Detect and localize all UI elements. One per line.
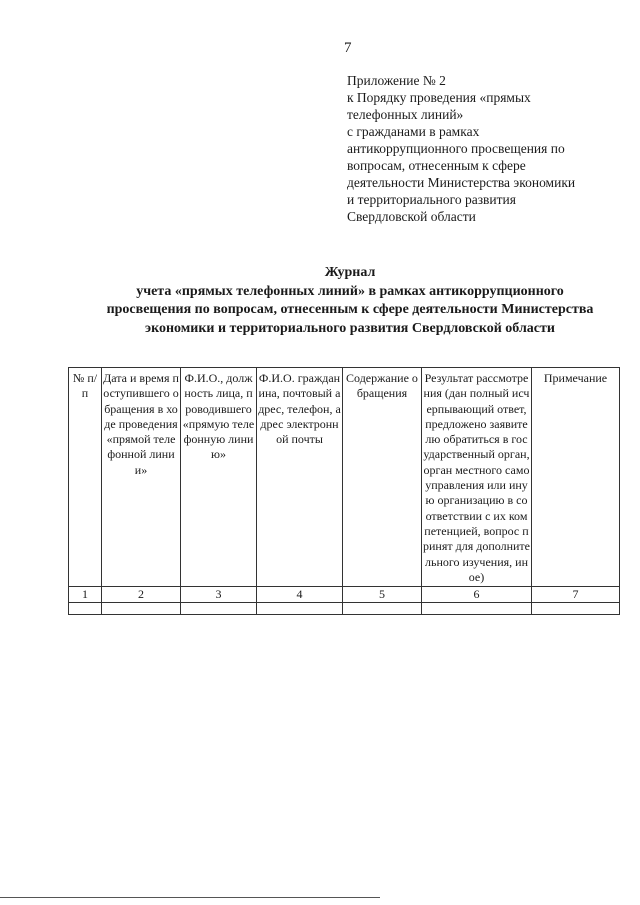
column-number-row [69,587,620,603]
column-number: 2 [102,587,181,603]
header-cell-datetime: Дата и время поступившего обращения в ходе проведения «прямой телефонной линии» [102,368,181,587]
empty-cell [69,603,102,615]
header-cell-note: Примечание [532,368,620,587]
table-row [69,603,620,615]
empty-cell [343,603,422,615]
title-line: учета «прямых телефонных линий» в рамках антикоррупционного [136,283,564,299]
appendix-line: с гражданами в рамках [347,124,480,139]
empty-cell [422,603,532,615]
header-cell-result: Результат рассмотрения (дан полный исчерпывающий ответ, предложено заявителю обратиться в государственный орган, орган местного самоуправления или иную организацию в соответствии с их компетенцией, вопрос принят для дополнительного изучения, иное) [422,368,532,587]
column-number: 5 [343,587,422,603]
column-number: 6 [422,587,532,603]
appendix-block [347,72,627,225]
appendix-line: Приложение № 2 [347,73,446,88]
appendix-line: Свердловской области [347,209,476,224]
appendix-line: вопросам, отнесенным к сфере [347,158,526,173]
column-number: 3 [181,587,257,603]
appendix-line: телефонных линий» [347,107,464,122]
title-line: просвещения по вопросам, отнесенным к сфере деятельности Министерства [106,302,594,317]
column-number: 4 [257,587,343,603]
appendix-line: к Порядку проведения «прямых [347,90,531,105]
appendix-line: и территориального развития [347,192,516,207]
empty-cell [532,603,620,615]
scan-edge-line [0,897,380,898]
title-line: экономики и территориального развития Свердловской области [145,320,555,336]
title-line: Журнал [324,265,376,280]
page-number: 7 [344,40,352,56]
appendix-line: деятельности Министерства экономики [347,175,576,190]
empty-cell [102,603,181,615]
header-row [69,368,620,587]
journal-title [60,264,640,338]
empty-cell [257,603,343,615]
column-number: 1 [69,587,102,603]
appendix-line: антикоррупционного просвещения по [347,141,565,156]
header-cell-citizen: Ф.И.О. гражданина, почтовый адрес, телефон, адрес электронной почты [257,368,343,587]
journal-table [68,367,620,615]
column-number: 7 [532,587,620,603]
empty-cell [181,603,257,615]
header-cell-official: Ф.И.О., должность лица, проводившего «прямую телефонную линию» [181,368,257,587]
header-cell-number: № п/п [69,368,102,587]
header-cell-content: Содержание обращения [343,368,422,587]
